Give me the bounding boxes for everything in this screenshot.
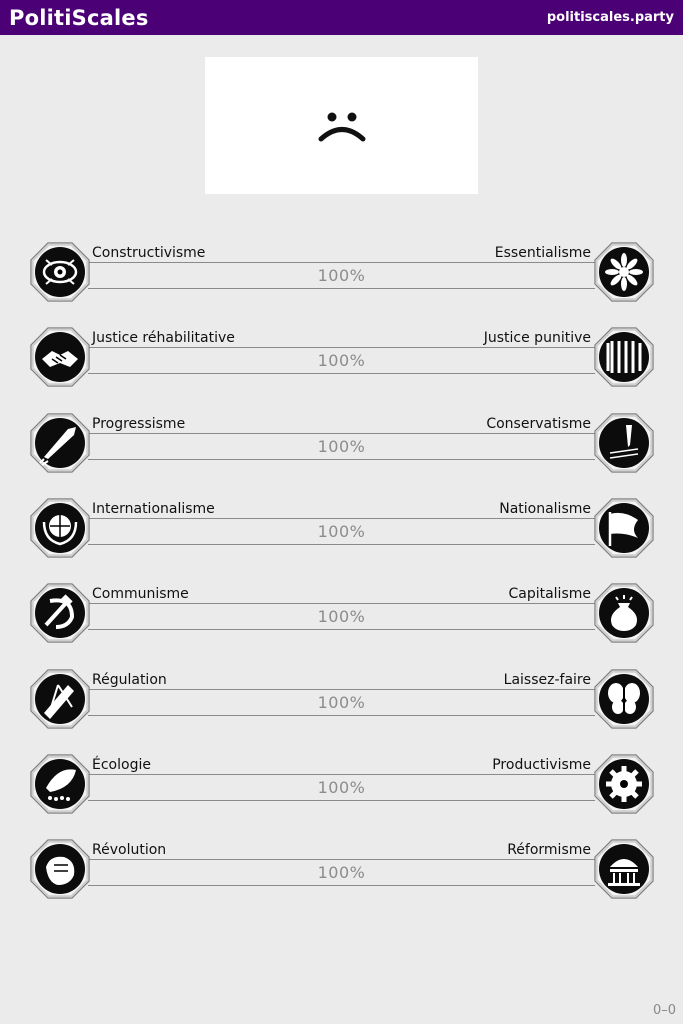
- axis-left-label: Constructivisme: [92, 245, 206, 261]
- axis-row: [0, 501, 683, 571]
- axis-left-label: Progressisme: [92, 415, 186, 432]
- axis-row: [0, 586, 683, 656]
- leaf-hand-icon: [28, 752, 92, 816]
- axis-left-label: Révolution: [92, 842, 167, 859]
- axis-bar: [88, 774, 595, 801]
- axis-percent: 100%: [317, 436, 366, 456]
- brand-title[interactable]: PolitiScales: [9, 5, 149, 30]
- gear-icon: [592, 752, 656, 816]
- axis-percent: 100%: [317, 777, 366, 797]
- axis-bar: [88, 433, 595, 460]
- ruler-compass-icon: [28, 667, 92, 731]
- axis-percent: 100%: [317, 351, 366, 371]
- axis-percent: 100%: [317, 607, 366, 627]
- axis-left-label: Justice réhabilitative: [92, 330, 235, 347]
- axis-right-label: Essentialisme: [494, 245, 591, 261]
- axis-row: [0, 842, 683, 912]
- axis-row: [0, 416, 683, 486]
- axis-right-label: Laissez-faire: [503, 671, 591, 688]
- axis-row: [0, 757, 683, 827]
- axis-percent: 100%: [317, 863, 366, 883]
- axis-percent: 100%: [317, 266, 366, 285]
- axis-right-label: Réformisme: [507, 842, 591, 859]
- parliament-icon: [592, 837, 656, 901]
- app-header: [0, 0, 683, 35]
- axis-row: [0, 245, 683, 315]
- handshake-icon: [28, 325, 92, 389]
- money-bag-icon: [592, 581, 656, 645]
- axis-bar: [88, 347, 595, 374]
- fist-icon: [28, 837, 92, 901]
- result-image: [205, 57, 478, 194]
- axis-right-label: Productivisme: [492, 756, 591, 773]
- flower-icon: [592, 240, 656, 304]
- butterfly-icon: [592, 667, 656, 731]
- eye-icon: [28, 240, 92, 304]
- globe-laurel-icon: [28, 496, 92, 560]
- axis-right-label: Justice punitive: [483, 330, 591, 347]
- axis-row: [0, 672, 683, 742]
- footer-counter: 0–0: [652, 1003, 676, 1018]
- axis-percent: 100%: [317, 692, 366, 712]
- axis-right-label: Capitalisme: [508, 586, 591, 603]
- axis-bar: [88, 262, 595, 289]
- hammer-sickle-icon: [28, 581, 92, 645]
- axis-bar: [88, 859, 595, 886]
- rocket-icon: [28, 411, 92, 475]
- axis-bar: [88, 689, 595, 716]
- site-link[interactable]: politiscales.party: [546, 10, 674, 25]
- axis-bar: [88, 518, 595, 545]
- axis-row: [0, 330, 683, 400]
- axis-right-label: Nationalisme: [499, 500, 591, 517]
- sad-face-icon: [317, 108, 367, 144]
- axis-left-label: Régulation: [92, 671, 167, 688]
- axis-left-label: Communisme: [92, 586, 189, 603]
- quill-icon: [592, 411, 656, 475]
- flag-icon: [592, 496, 656, 560]
- axis-left-label: Écologie: [92, 756, 151, 773]
- axis-percent: 100%: [317, 521, 366, 541]
- prison-bars-icon: [592, 325, 656, 389]
- axis-left-label: Internationalisme: [92, 500, 215, 517]
- axis-right-label: Conservatisme: [486, 415, 591, 432]
- axis-bar: [88, 603, 595, 630]
